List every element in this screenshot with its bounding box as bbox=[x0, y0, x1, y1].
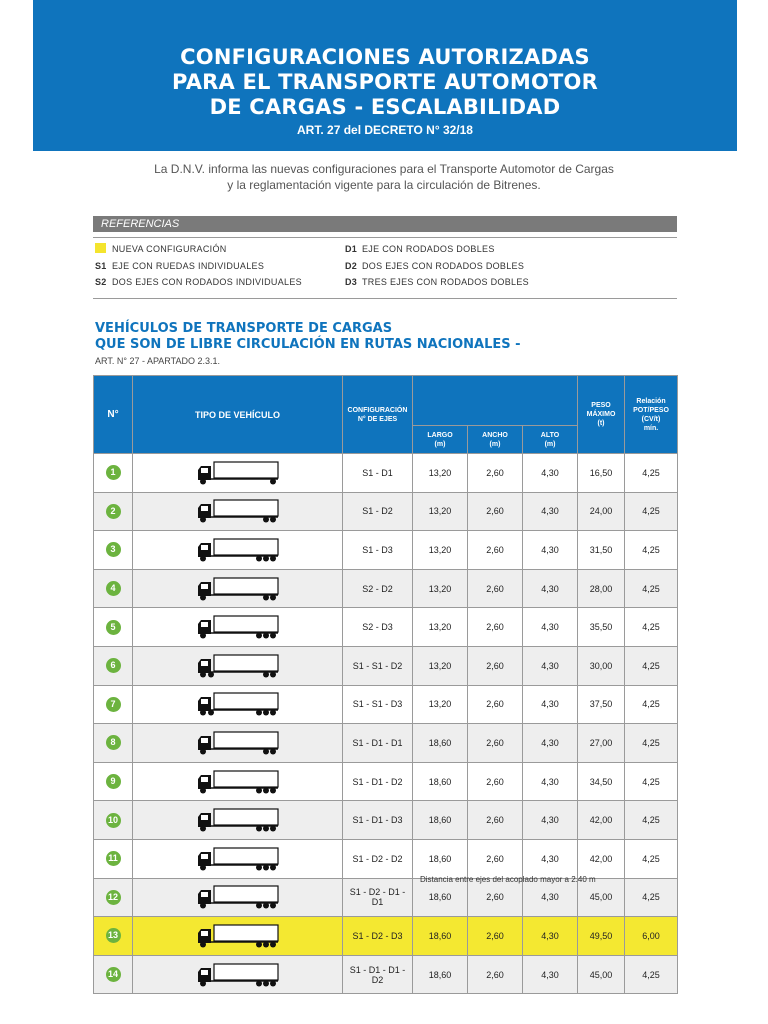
cell-largo: 13,20 bbox=[413, 492, 468, 531]
cell-config: S1 - D1 - D1 - D2 bbox=[343, 955, 413, 994]
cell-largo: 18,60 bbox=[413, 724, 468, 763]
cell-config: S2 - D3 bbox=[343, 608, 413, 647]
cell-largo: 13,20 bbox=[413, 608, 468, 647]
truck-wheel-rear bbox=[256, 633, 262, 639]
table-row bbox=[94, 685, 678, 724]
cell-config: S1 - D1 - D2 bbox=[343, 762, 413, 801]
cell-largo: 18,60 bbox=[413, 762, 468, 801]
ref-s1: S1 EJE CON RUEDAS INDIVIDUALES bbox=[95, 261, 265, 271]
cell-alto: 4,30 bbox=[523, 685, 578, 724]
truck-wheel-front bbox=[200, 671, 206, 677]
truck-wheel-rear bbox=[270, 826, 276, 832]
cell-config: S1 - D1 - D3 bbox=[343, 801, 413, 840]
truck-wheel-rear bbox=[270, 748, 276, 754]
cell-largo: 13,20 bbox=[413, 646, 468, 685]
table-row bbox=[94, 454, 678, 493]
row-number-badge: 7 bbox=[106, 697, 121, 712]
table-row bbox=[94, 492, 678, 531]
page-title-line-2: PARA EL TRANSPORTE AUTOMOTOR bbox=[172, 70, 598, 94]
truck-wheel-mid bbox=[208, 671, 214, 677]
truck-icon bbox=[197, 460, 279, 486]
cell-alto: 4,30 bbox=[523, 608, 578, 647]
truck-wheel-rear bbox=[270, 594, 276, 600]
truck-wheel-rear bbox=[256, 555, 262, 561]
cell-peso: 45,00 bbox=[578, 955, 625, 994]
ref-s2: S2 DOS EJES CON RODADOS INDIVIDUALES bbox=[95, 277, 302, 287]
row-number-cell bbox=[94, 801, 133, 840]
references-divider-bottom bbox=[93, 298, 677, 299]
row-number-badge: 13 bbox=[106, 928, 121, 943]
cell-rel: 4,25 bbox=[625, 955, 678, 994]
cell-largo: 18,60 bbox=[413, 801, 468, 840]
row-number-cell bbox=[94, 608, 133, 647]
cell-rel: 6,00 bbox=[625, 917, 678, 956]
section-article: ART. N° 27 - APARTADO 2.3.1. bbox=[95, 356, 220, 366]
truck-wheel-front bbox=[200, 864, 206, 870]
row-number-cell bbox=[94, 917, 133, 956]
truck-cab-window bbox=[201, 584, 208, 589]
vehicle-cell bbox=[133, 724, 343, 763]
cell-peso: 34,50 bbox=[578, 762, 625, 801]
truck-wheel-rear bbox=[263, 903, 269, 909]
row-number-cell bbox=[94, 685, 133, 724]
row-number-badge: 10 bbox=[106, 813, 121, 828]
truck-wheel-front bbox=[200, 903, 206, 909]
cell-ancho: 2,60 bbox=[468, 801, 523, 840]
table-row bbox=[94, 762, 678, 801]
truck-icon bbox=[197, 884, 279, 910]
table-row bbox=[94, 955, 678, 994]
truck-wheel-rear bbox=[270, 903, 276, 909]
header-ancho: ANCHO (m) bbox=[468, 426, 523, 454]
truck-wheel-rear bbox=[256, 980, 262, 986]
truck-wheel-rear bbox=[270, 941, 276, 947]
truck-cab-window bbox=[201, 815, 208, 820]
truck-cab-window bbox=[201, 468, 208, 473]
vehicle-cell bbox=[133, 646, 343, 685]
truck-cab-window bbox=[201, 699, 208, 704]
cell-largo: 18,60 bbox=[413, 917, 468, 956]
cell-peso: 31,50 bbox=[578, 531, 625, 570]
cell-peso: 24,00 bbox=[578, 492, 625, 531]
header-dimensions-group bbox=[413, 376, 578, 426]
cell-ancho: 2,60 bbox=[468, 569, 523, 608]
truck-cargo-box bbox=[214, 771, 278, 787]
truck-cargo-box bbox=[214, 848, 278, 864]
truck-icon bbox=[197, 498, 279, 524]
table-row bbox=[94, 917, 678, 956]
cell-config: S1 - S1 - D2 bbox=[343, 646, 413, 685]
truck-icon bbox=[197, 962, 279, 988]
truck-wheel-rear bbox=[263, 941, 269, 947]
truck-wheel-rear bbox=[270, 478, 276, 484]
truck-wheel-front bbox=[200, 748, 206, 754]
truck-cargo-box bbox=[214, 964, 278, 980]
truck-cab-window bbox=[201, 892, 208, 897]
ref-d1: D1 EJE CON RODADOS DOBLES bbox=[345, 244, 495, 254]
row-number-cell bbox=[94, 531, 133, 570]
cell-rel: 4,25 bbox=[625, 531, 678, 570]
table-row bbox=[94, 608, 678, 647]
truck-icon bbox=[197, 576, 279, 602]
row-number-badge: 12 bbox=[106, 890, 121, 905]
table-row bbox=[94, 724, 678, 763]
row-12-note: Distancia entre ejes del acoplado mayor a 2.40 m bbox=[420, 875, 596, 884]
cell-config: S1 - D3 bbox=[343, 531, 413, 570]
truck-wheel-rear bbox=[263, 826, 269, 832]
truck-wheel-rear bbox=[256, 941, 262, 947]
header-alto: ALTO (m) bbox=[523, 426, 578, 454]
cell-peso: 42,00 bbox=[578, 839, 625, 878]
vehicle-cell bbox=[133, 685, 343, 724]
cell-largo: 13,20 bbox=[413, 454, 468, 493]
cell-config: S1 - D2 - D2 bbox=[343, 839, 413, 878]
row-number-badge: 4 bbox=[106, 581, 121, 596]
truck-cab-window bbox=[201, 506, 208, 511]
cell-ancho: 2,60 bbox=[468, 955, 523, 994]
truck-cargo-box bbox=[214, 886, 278, 902]
cell-config: S1 - S1 - D3 bbox=[343, 685, 413, 724]
cell-peso: 35,50 bbox=[578, 608, 625, 647]
vehicle-cell bbox=[133, 801, 343, 840]
vehicles-table bbox=[93, 375, 678, 994]
row-number-badge: 6 bbox=[106, 658, 121, 673]
truck-wheel-front bbox=[200, 826, 206, 832]
truck-cargo-box bbox=[214, 655, 278, 671]
vehicle-cell bbox=[133, 569, 343, 608]
cell-alto: 4,30 bbox=[523, 646, 578, 685]
truck-cab-window bbox=[201, 545, 208, 550]
vehicle-cell bbox=[133, 531, 343, 570]
cell-largo: 13,20 bbox=[413, 685, 468, 724]
row-number-badge: 8 bbox=[106, 735, 121, 750]
truck-wheel-rear bbox=[263, 864, 269, 870]
cell-rel: 4,25 bbox=[625, 762, 678, 801]
cell-rel: 4,25 bbox=[625, 608, 678, 647]
cell-ancho: 2,60 bbox=[468, 839, 523, 878]
row-number-cell bbox=[94, 955, 133, 994]
cell-peso: 28,00 bbox=[578, 569, 625, 608]
references-divider-top bbox=[93, 237, 677, 238]
cell-peso: 16,50 bbox=[578, 454, 625, 493]
row-number-cell bbox=[94, 839, 133, 878]
page-subtitle: ART. 27 del DECRETO N° 32/18 bbox=[297, 123, 473, 137]
cell-alto: 4,30 bbox=[523, 801, 578, 840]
truck-cab-window bbox=[201, 738, 208, 743]
truck-cargo-box bbox=[214, 500, 278, 516]
vehicle-cell bbox=[133, 492, 343, 531]
cell-largo: 18,60 bbox=[413, 955, 468, 994]
truck-cargo-box bbox=[214, 925, 278, 941]
truck-wheel-rear bbox=[263, 555, 269, 561]
truck-cargo-box bbox=[214, 616, 278, 632]
truck-icon bbox=[197, 807, 279, 833]
cell-config: S1 - D2 bbox=[343, 492, 413, 531]
cell-largo: 13,20 bbox=[413, 531, 468, 570]
cell-rel: 4,25 bbox=[625, 492, 678, 531]
header-config: CONFIGURACIÓN N° DE EJES bbox=[343, 376, 413, 454]
cell-ancho: 2,60 bbox=[468, 646, 523, 685]
cell-alto: 4,30 bbox=[523, 917, 578, 956]
vehicle-cell bbox=[133, 955, 343, 994]
cell-alto: 4,30 bbox=[523, 839, 578, 878]
truck-icon bbox=[197, 769, 279, 795]
cell-peso: 30,00 bbox=[578, 646, 625, 685]
truck-wheel-front bbox=[200, 517, 206, 523]
truck-icon bbox=[197, 537, 279, 563]
cell-ancho: 2,60 bbox=[468, 531, 523, 570]
row-number-cell bbox=[94, 492, 133, 531]
table-row bbox=[94, 646, 678, 685]
truck-wheel-rear bbox=[256, 710, 262, 716]
truck-cab-window bbox=[201, 931, 208, 936]
truck-wheel-front bbox=[200, 941, 206, 947]
truck-wheel-rear bbox=[263, 787, 269, 793]
truck-wheel-rear bbox=[263, 980, 269, 986]
cell-alto: 4,30 bbox=[523, 531, 578, 570]
truck-cab-window bbox=[201, 777, 208, 782]
cell-peso: 42,00 bbox=[578, 801, 625, 840]
table-row bbox=[94, 531, 678, 570]
truck-cargo-box bbox=[214, 462, 278, 478]
truck-wheel-rear bbox=[256, 864, 262, 870]
truck-icon bbox=[197, 923, 279, 949]
truck-wheel-front bbox=[200, 633, 206, 639]
vehicle-cell bbox=[133, 917, 343, 956]
cell-largo: 18,60 bbox=[413, 878, 468, 917]
truck-cargo-box bbox=[214, 809, 278, 825]
truck-cab-window bbox=[201, 661, 208, 666]
cell-config: S1 - D1 - D1 bbox=[343, 724, 413, 763]
cell-rel: 4,25 bbox=[625, 646, 678, 685]
cell-alto: 4,30 bbox=[523, 878, 578, 917]
truck-wheel-rear bbox=[263, 671, 269, 677]
truck-icon bbox=[197, 730, 279, 756]
row-number-cell bbox=[94, 724, 133, 763]
truck-cargo-box bbox=[214, 578, 278, 594]
truck-wheel-rear bbox=[256, 903, 262, 909]
row-number-cell bbox=[94, 569, 133, 608]
cell-rel: 4,25 bbox=[625, 878, 678, 917]
cell-config: S2 - D2 bbox=[343, 569, 413, 608]
header-n: N° bbox=[94, 376, 133, 454]
ref-new-config: NUEVA CONFIGURACIÓN bbox=[95, 243, 227, 255]
ref-d3: D3 TRES EJES CON RODADOS DOBLES bbox=[345, 277, 529, 287]
truck-wheel-rear bbox=[270, 710, 276, 716]
truck-wheel-front bbox=[200, 555, 206, 561]
row-number-cell bbox=[94, 878, 133, 917]
cell-peso: 45,00 bbox=[578, 878, 625, 917]
cell-ancho: 2,60 bbox=[468, 608, 523, 647]
cell-alto: 4,30 bbox=[523, 955, 578, 994]
cell-largo: 18,60 bbox=[413, 839, 468, 878]
header-relacion: Relación POT/PESO (CV/t) mín. bbox=[625, 376, 678, 454]
row-number-badge: 1 bbox=[106, 465, 121, 480]
vehicle-cell bbox=[133, 762, 343, 801]
truck-wheel-rear bbox=[263, 633, 269, 639]
cell-config: S1 - D2 - D1 - D1 bbox=[343, 878, 413, 917]
header-banner bbox=[33, 0, 737, 151]
table-row bbox=[94, 801, 678, 840]
truck-wheel-front bbox=[200, 478, 206, 484]
truck-wheel-front bbox=[200, 787, 206, 793]
truck-cargo-box bbox=[214, 539, 278, 555]
table-row bbox=[94, 569, 678, 608]
cell-ancho: 2,60 bbox=[468, 685, 523, 724]
vehicle-cell bbox=[133, 454, 343, 493]
cell-ancho: 2,60 bbox=[468, 724, 523, 763]
ref-d2: D2 DOS EJES CON RODADOS DOBLES bbox=[345, 261, 525, 271]
truck-wheel-front bbox=[200, 710, 206, 716]
truck-wheel-rear bbox=[270, 787, 276, 793]
row-number-badge: 3 bbox=[106, 542, 121, 557]
references-bar: REFERENCIAS bbox=[93, 216, 677, 232]
row-number-badge: 5 bbox=[106, 620, 121, 635]
cell-rel: 4,25 bbox=[625, 569, 678, 608]
truck-cab-window bbox=[201, 970, 208, 975]
vehicle-cell bbox=[133, 839, 343, 878]
truck-wheel-rear bbox=[256, 787, 262, 793]
truck-icon bbox=[197, 653, 279, 679]
truck-wheel-rear bbox=[256, 826, 262, 832]
truck-icon bbox=[197, 846, 279, 872]
truck-wheel-rear bbox=[270, 633, 276, 639]
cell-alto: 4,30 bbox=[523, 724, 578, 763]
truck-wheel-rear bbox=[270, 671, 276, 677]
truck-cargo-box bbox=[214, 732, 278, 748]
cell-alto: 4,30 bbox=[523, 569, 578, 608]
header-peso: PESO MÁXIMO (t) bbox=[578, 376, 625, 454]
truck-wheel-rear bbox=[263, 517, 269, 523]
row-number-badge: 9 bbox=[106, 774, 121, 789]
cell-rel: 4,25 bbox=[625, 685, 678, 724]
cell-rel: 4,25 bbox=[625, 839, 678, 878]
cell-rel: 4,25 bbox=[625, 724, 678, 763]
cell-largo: 13,20 bbox=[413, 569, 468, 608]
truck-wheel-rear bbox=[270, 555, 276, 561]
cell-peso: 49,50 bbox=[578, 917, 625, 956]
truck-wheel-front bbox=[200, 594, 206, 600]
header-largo: LARGO (m) bbox=[413, 426, 468, 454]
cell-config: S1 - D1 bbox=[343, 454, 413, 493]
truck-wheel-rear bbox=[263, 748, 269, 754]
yellow-swatch-icon bbox=[95, 243, 106, 253]
truck-icon bbox=[197, 691, 279, 717]
page-title-line-1: CONFIGURACIONES AUTORIZADAS bbox=[180, 45, 590, 69]
cell-peso: 27,00 bbox=[578, 724, 625, 763]
cell-config: S1 - D2 - D3 bbox=[343, 917, 413, 956]
truck-wheel-rear bbox=[270, 517, 276, 523]
cell-peso: 37,50 bbox=[578, 685, 625, 724]
truck-cab-window bbox=[201, 622, 208, 627]
row-number-cell bbox=[94, 762, 133, 801]
truck-wheel-rear bbox=[263, 594, 269, 600]
cell-alto: 4,30 bbox=[523, 762, 578, 801]
truck-wheel-rear bbox=[270, 980, 276, 986]
cell-alto: 4,30 bbox=[523, 454, 578, 493]
cell-ancho: 2,60 bbox=[468, 878, 523, 917]
row-number-cell bbox=[94, 646, 133, 685]
cell-rel: 4,25 bbox=[625, 454, 678, 493]
cell-ancho: 2,60 bbox=[468, 762, 523, 801]
intro-line-1: La D.N.V. informa las nuevas configuraciones para el Transporte Automotor de Cargas bbox=[154, 162, 614, 176]
cell-rel: 4,25 bbox=[625, 801, 678, 840]
cell-ancho: 2,60 bbox=[468, 917, 523, 956]
truck-icon bbox=[197, 614, 279, 640]
vehicle-cell bbox=[133, 608, 343, 647]
cell-ancho: 2,60 bbox=[468, 454, 523, 493]
header-tipo: TIPO DE VEHÍCULO bbox=[133, 376, 343, 454]
vehicle-cell bbox=[133, 878, 343, 917]
cell-alto: 4,30 bbox=[523, 492, 578, 531]
row-number-badge: 11 bbox=[106, 851, 121, 866]
truck-wheel-rear bbox=[270, 864, 276, 870]
truck-wheel-mid bbox=[208, 710, 214, 716]
table-row bbox=[94, 839, 678, 878]
row-number-badge: 2 bbox=[106, 504, 121, 519]
truck-wheel-rear bbox=[263, 710, 269, 716]
truck-wheel-front bbox=[200, 980, 206, 986]
section-title-line-2: QUE SON DE LIBRE CIRCULACIÓN EN RUTAS NACIONALES - bbox=[95, 337, 521, 352]
intro-line-2: y la reglamentación vigente para la circulación de Bitrenes. bbox=[227, 178, 541, 192]
row-number-cell bbox=[94, 454, 133, 493]
section-title-line-1: VEHÍCULOS DE TRANSPORTE DE CARGAS bbox=[95, 321, 393, 336]
page-title-line-3: DE CARGAS - ESCALABILIDAD bbox=[209, 95, 561, 119]
truck-cab-window bbox=[201, 854, 208, 859]
truck-cargo-box bbox=[214, 693, 278, 709]
row-number-badge: 14 bbox=[106, 967, 121, 982]
cell-ancho: 2,60 bbox=[468, 492, 523, 531]
